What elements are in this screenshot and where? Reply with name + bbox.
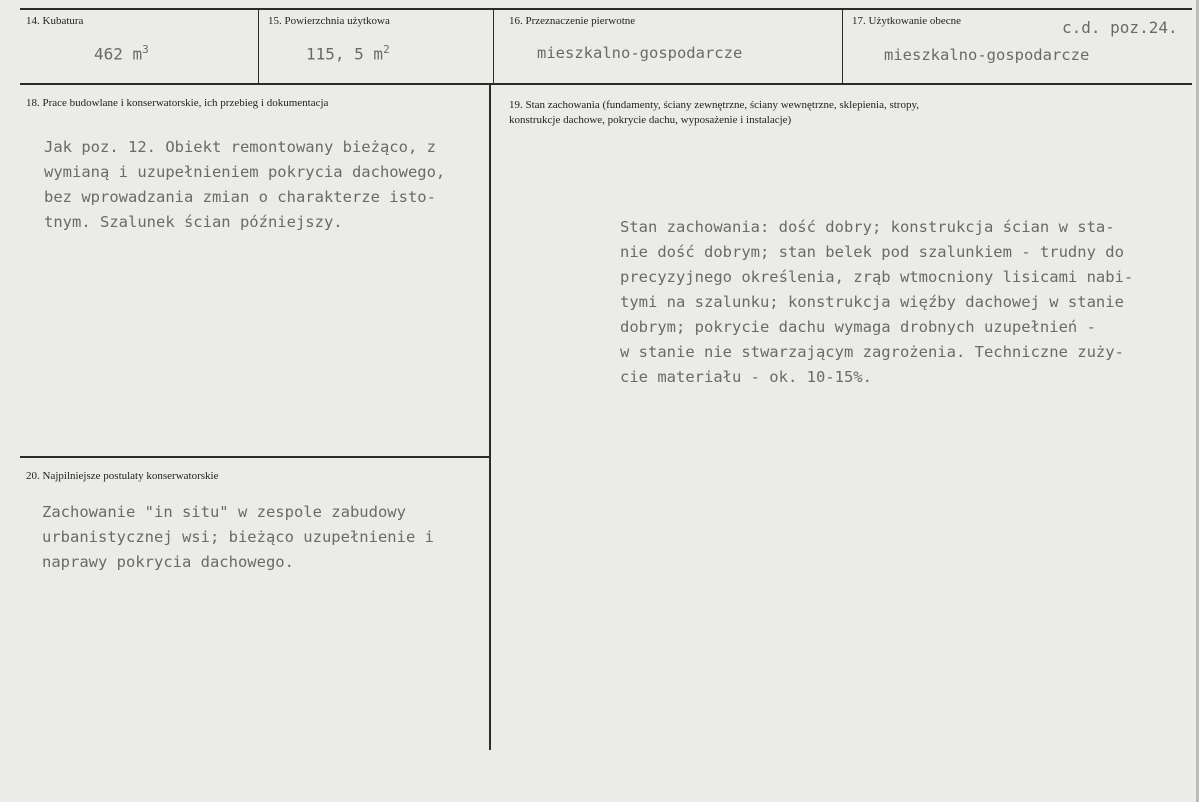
field-18-line: bez wprowadzania zmian o charakterze isto- <box>44 188 436 206</box>
field-19-line: precyzyjnego określenia, zrąb wtmocniony lisicami nabi- <box>620 268 1134 286</box>
field-19-label-line-2: konstrukcje dachowe, pokrycie dachu, wyposażenie i instalacje) <box>509 114 792 126</box>
field-19-label-line-1: 19. Stan zachowania (fundamenty, ściany zewnętrzne, ściany wewnętrzne, sklepienia, stropy, <box>509 99 920 111</box>
field-16-label: 16. Przeznaczenie pierwotne <box>509 15 636 27</box>
powierzchnia-unit-exponent: 2 <box>383 43 390 56</box>
field-20-line: naprawy pokrycia dachowego. <box>42 553 294 571</box>
top-border <box>20 8 1192 10</box>
powierzchnia-value: 115, 5 m <box>306 44 384 64</box>
field-19-line: cie materiału - ok. 10-15%. <box>620 368 872 386</box>
field-14-label: 14. Kubatura <box>26 15 84 27</box>
field-17-label: 17. Użytkowanie obecne <box>852 15 962 27</box>
field-19-text <box>620 215 1190 390</box>
field-18-label: 18. Prace budowlane i konserwatorskie, ich przebieg i dokumentacja <box>26 97 329 109</box>
field-14-value <box>94 43 149 63</box>
field-19-line: nie dość dobrym; stan belek pod szalunkiem - trudny do <box>620 243 1124 261</box>
field-18-line: tnym. Szalunek ścian późniejszy. <box>44 213 343 231</box>
field-20-label: 20. Najpilniejsze postulaty konserwatorskie <box>26 470 219 482</box>
kubatura-unit-exponent: 3 <box>142 43 149 56</box>
field-20-line: urbanistycznej wsi; bieżąco uzupełnienie i <box>42 528 434 546</box>
divider-main-vertical <box>489 85 491 750</box>
field-20-text <box>42 500 487 575</box>
divider-15-16 <box>493 8 494 85</box>
field-18-text <box>44 135 489 235</box>
field-18-line: Jak poz. 12. Obiekt remontowany bieżąco, z <box>44 138 436 156</box>
field-20-line: Zachowanie "in situ" w zespole zabudowy <box>42 503 406 521</box>
field-15-value <box>306 43 390 63</box>
field-19-line: w stanie nie stwarzającym zagrożenia. Techniczne zuży- <box>620 343 1124 361</box>
field-19-line: Stan zachowania: dość dobry; konstrukcja ścian w sta- <box>620 218 1115 236</box>
divider-18-20 <box>20 456 490 458</box>
field-19-line: dobrym; pokrycie dachu wymaga drobnych uzupełnień - <box>620 318 1096 336</box>
field-19-line: tymi na szalunku; konstrukcja więźby dachowej w stanie <box>620 293 1124 311</box>
divider-16-17 <box>842 8 843 85</box>
kubatura-value: 462 m <box>94 44 143 64</box>
field-17-value: mieszkalno-gospodarcze <box>884 46 1090 64</box>
field-15-label: 15. Powierzchnia użytkowa <box>268 15 390 27</box>
field-17-note: c.d. poz.24. <box>1062 18 1178 37</box>
field-16-value: mieszkalno-gospodarcze <box>537 44 743 62</box>
header-bottom-line <box>20 83 1192 85</box>
field-18-line: wymianą i uzupełnieniem pokrycia dachowego, <box>44 163 446 181</box>
divider-14-15 <box>258 8 259 85</box>
